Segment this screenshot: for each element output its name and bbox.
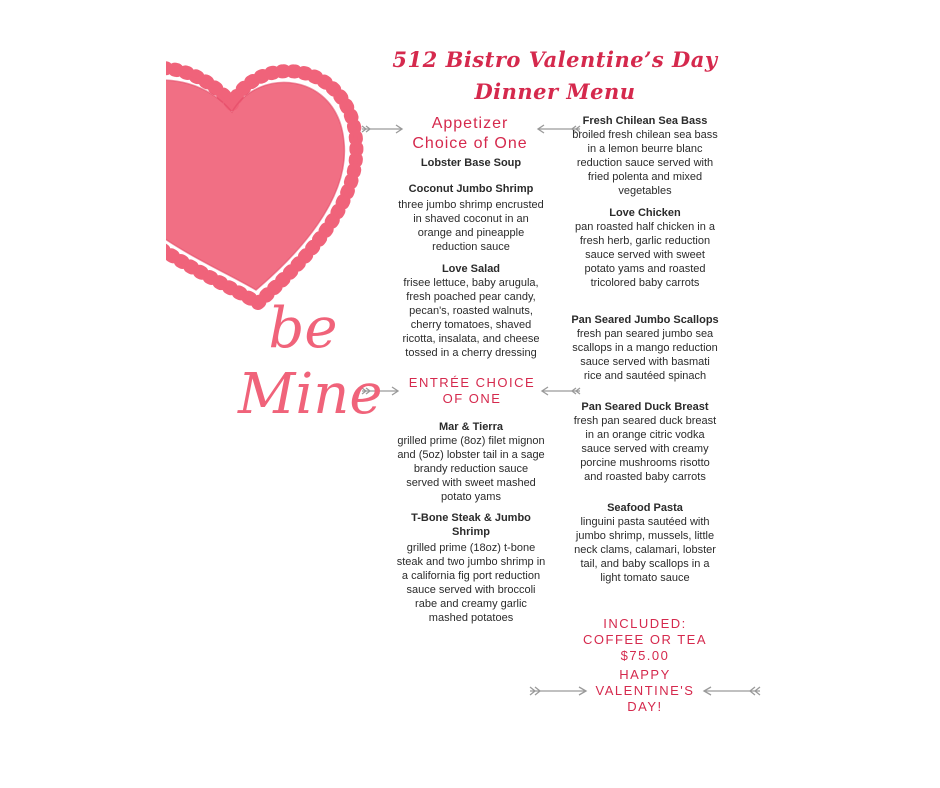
item-description: broiled fresh chilean sea bass in a lemon beurre blanc reduction sauce served with fried polenta and mixed vegetables	[572, 129, 718, 197]
menu-item-appetizer	[396, 262, 546, 360]
item-name: Coconut Jumbo Shrimp	[408, 183, 534, 195]
included-section	[578, 616, 712, 664]
closing-line-2: VALENTINE'S	[595, 683, 695, 698]
item-name: T-Bone Steak & Jumbo Shrimp	[411, 512, 531, 538]
appetizer-heading-line-1: Appetizer	[431, 115, 509, 132]
appetizer-heading-line-2: Choice of One	[412, 135, 528, 152]
item-name: Seafood Pasta	[607, 502, 683, 514]
item-description: frisee lettuce, baby arugula, fresh poached pear candy, pecan's, roasted walnuts, cherry tomatoes, shaved ricotta, insalata, and cheese tossed in a cherry dressing	[402, 277, 540, 359]
item-description: grilled prime (8oz) filet mignon and (5oz) lobster tail in a sage brandy reduction sauce served with sweet mashed potato yams	[397, 435, 545, 503]
entree-heading	[400, 375, 544, 407]
menu-item-entree	[570, 501, 720, 585]
item-name: Pan Seared Duck Breast	[581, 401, 709, 413]
title-line-1: 512 Bistro Valentine’s Day	[392, 47, 718, 72]
menu-item-entree	[396, 420, 546, 504]
menu-item-entree	[570, 400, 720, 484]
heart-icon	[85, 68, 356, 303]
closing-line-1: HAPPY	[619, 667, 671, 682]
menu-title	[390, 44, 720, 108]
included-line-1: INCLUDED:	[603, 616, 687, 631]
item-name: Pan Seared Jumbo Scallops	[571, 314, 719, 326]
entree-heading-line-2: OF ONE	[442, 391, 502, 406]
be-mine-text: be Mine	[238, 296, 383, 427]
menu-item-appetizer	[396, 182, 546, 254]
item-name: Lobster Base Soup	[420, 157, 522, 169]
item-description: grilled prime (18oz) t-bone steak and two jumbo shrimp in a california fig port reduction sauce served with broccoli rabe and creamy garlic mashed potatoes	[396, 542, 546, 624]
menu-item-entree	[570, 206, 720, 290]
appetizer-heading	[405, 114, 535, 154]
menu-item-entree	[570, 114, 720, 198]
item-description: fresh pan seared jumbo sea scallops in a mango reduction sauce served with basmati rice and sautéed spinach	[572, 328, 718, 382]
item-description: pan roasted half chicken in a fresh herb, garlic reduction sauce served with sweet potato yams and roasted tricolored baby carrots	[574, 221, 716, 289]
closing-message	[582, 667, 708, 715]
closing-line-3: DAY!	[627, 699, 663, 714]
price: $75.00	[620, 648, 670, 663]
item-name: Mar & Tierra	[439, 421, 503, 433]
item-name: Love Salad	[441, 263, 501, 275]
title-line-2: Dinner Menu	[474, 79, 636, 104]
item-description: three jumbo shrimp encrusted in shaved coconut in an orange and pineapple reduction sauce	[398, 199, 544, 253]
menu-item-appetizer	[396, 156, 546, 170]
menu-item-entree	[396, 511, 546, 625]
menu-item-entree	[570, 313, 720, 383]
item-name: Fresh Chilean Sea Bass	[582, 115, 708, 127]
be-mine-lettering	[228, 296, 383, 466]
included-line-2: COFFEE OR TEA	[583, 632, 707, 647]
entree-heading-line-1: ENTRÉE CHOICE	[408, 375, 536, 390]
item-name: Love Chicken	[609, 207, 681, 219]
item-description: linguini pasta sautéed with jumbo shrimp, mussels, little neck clams, calamari, lobster tail, and baby scallops in a light tomato sauce	[574, 516, 716, 584]
item-description: fresh pan seared duck breast in an orange citric vodka sauce served with creamy porcine mushrooms risotto and roasted baby carrots	[573, 415, 717, 483]
